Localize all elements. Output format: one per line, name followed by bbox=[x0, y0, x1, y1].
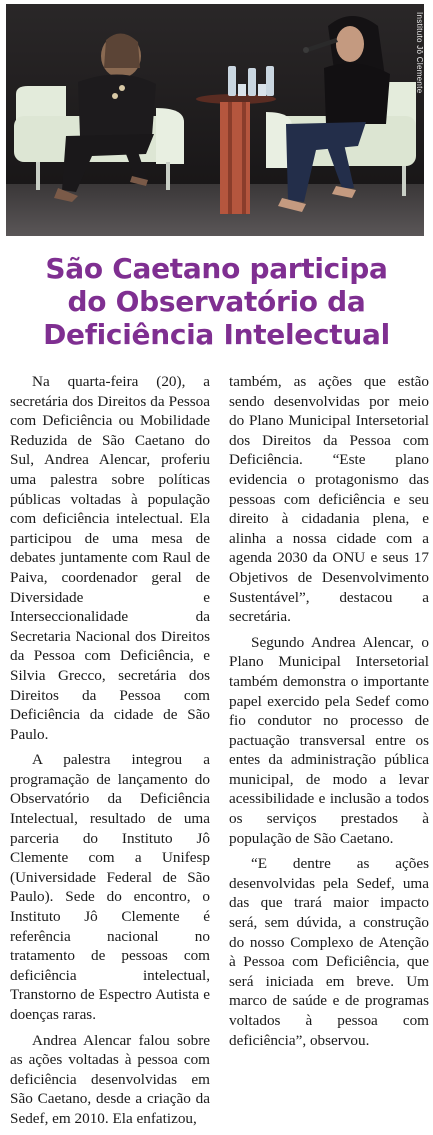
photo-credit: Instituto Jô Clemente bbox=[415, 12, 424, 94]
article-paragraph: Andrea Alencar falou sobre as ações voltadas à pessoa com deficiência desenvolvidas em São Caetano, desde a criação da Sedef, em 2010. Ela enfatizou, bbox=[10, 1031, 210, 1127]
article-column-left bbox=[10, 372, 210, 1135]
article-paragraph: também, as ações que estão sendo desenvolvidas por meio do Plano Municipal Intersetorial dos Direitos da Pessoa com Deficiência. “Este plano evidencia o protagonismo das pessoas com deficiência e seu direito à cidadania plena, e alinha a nossa cidade com a agenda 2030 da ONU e seus 17 Objetivos de Desenvolvimento Sustentável”, destacou a secretária. bbox=[229, 373, 429, 626]
article-paragraph: A palestra integrou a programação de lançamento do Observatório da Deficiência Intelectual, resultado de uma parceria do Instituto Jô Clemente com a Unifesp (Universidade Federal de São Paulo). Sede do encontro, o Instituto Jô Clemente é referência nacional no tratamento de pessoas com deficiência intelectual, Transtorno de Espectro Autista e doenças raras. bbox=[10, 751, 210, 1023]
headline-line: São Caetano participa bbox=[45, 252, 388, 285]
article-paragraph: “E dentre as ações desenvolvidas pela Sedef, uma das que trará maior impacto será, sem dúvida, a construção do nosso Complexo de Atenção à Pessoa com Deficiência, que será iniciada em breve. Um marco de saúde e de programas voltados à pessoa com deficiência”, observou. bbox=[229, 855, 429, 1049]
headline-line: Deficiência Intelectual bbox=[43, 318, 390, 351]
article-column-right bbox=[229, 372, 429, 1056]
article-headline bbox=[0, 252, 433, 351]
article-paragraph: Na quarta-feira (20), a secretária dos Direitos da Pessoa com Deficiência ou Mobilidade Reduzida de São Caetano do Sul, Andrea Alencar, proferiu uma palestra sobre políticas públicas voltadas à população com deficiência intelectual. Ela participou de uma mesa de debates juntamente com Raul de Paiva, coordenador geral de Diversidade e Interseccionalidade da Secretaria Nacional dos Direitos da Pessoa com Deficiência, e Silvia Grecco, secretária dos Direitos da Pessoa com Deficiência da cidade de São Paulo. bbox=[10, 373, 210, 743]
headline-line: do Observatório da bbox=[67, 285, 366, 318]
event-photo-illustration bbox=[6, 4, 424, 236]
event-photo bbox=[6, 4, 424, 236]
article-paragraph: Segundo Andrea Alencar, o Plano Municipal Intersetorial também demonstra o importante papel exercido pela Sedef como fio condutor no processo de pactuação transversal entre os entes da administração pública municipal, de modo a levar acessibilidade e inclusão a todos os serviços prestados à população de São Caetano. bbox=[229, 633, 429, 847]
